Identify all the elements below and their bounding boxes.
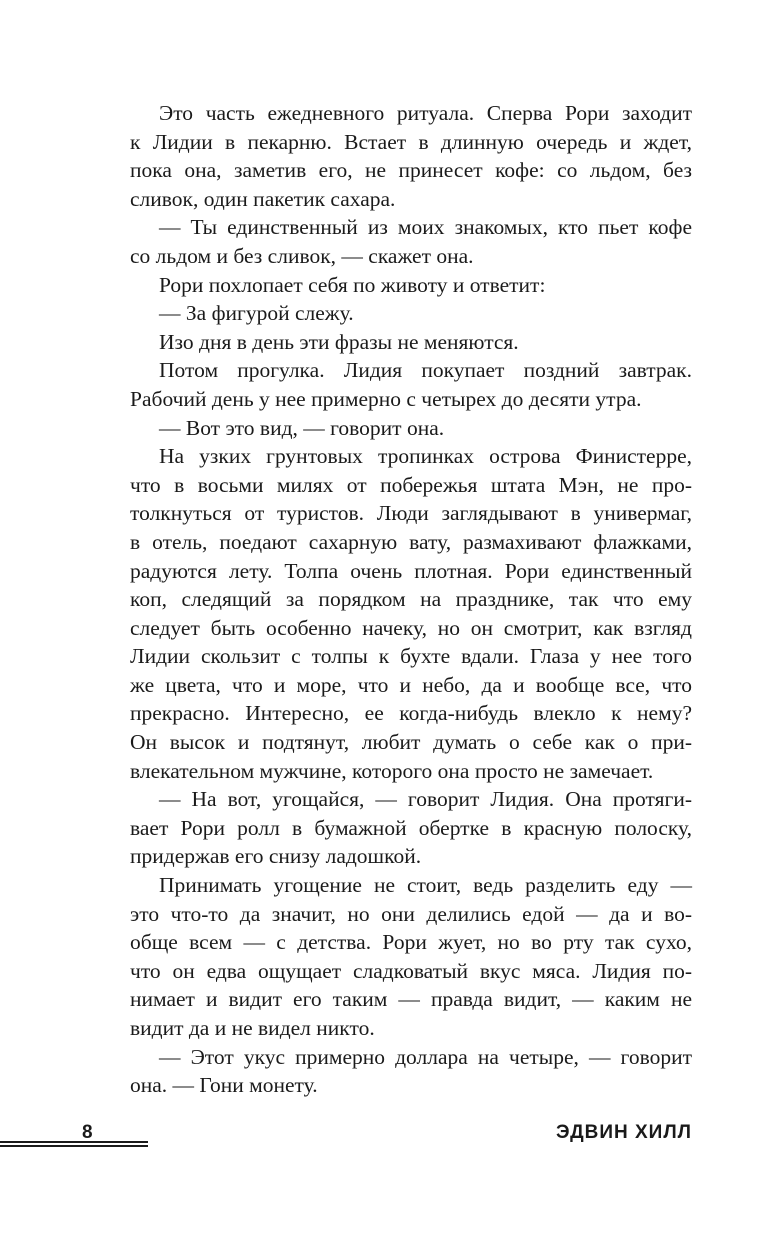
footer-rule (0, 1145, 148, 1147)
text-line: в отель, поедают сахарную вату, размахивают флажками, (130, 529, 692, 554)
text-line: со льдом и без сливок, — скажет она. (130, 243, 474, 268)
text-line: видит да и не видел никто. (130, 1016, 375, 1040)
text-line: — На вот, угощайся, — говорит Лидия. Она протяги- (159, 787, 692, 812)
text-line: — Вот это вид, — говорит она. (159, 415, 445, 440)
text-line: обще всем — с детства. Рори жует, но во рту так сухо, (130, 930, 692, 955)
running-head-author: ЭДВИН ХИЛЛ (556, 1122, 692, 1143)
text-line: — За фигурой слежу. (159, 301, 354, 326)
text-line: Изо дня в день эти фразы не меняются. (159, 329, 519, 354)
text-line: она. — Гони монету. (130, 1073, 318, 1098)
text-line: что в восьми милях от побережья штата Мэн, не про- (130, 472, 692, 497)
text-line: пока она, заметив его, не принесет кофе: со льдом, без (130, 158, 692, 183)
text-line: Рабочий день у нее примерно с четырех до десяти утра. (130, 386, 642, 411)
text-line: вает Рори ролл в бумажной обертке в красную полоску, (130, 815, 692, 840)
text-line: влекательном мужчине, которого она просто не замечает. (130, 758, 654, 783)
text-line: к Лидии в пекарню. Встает в длинную очередь и ждет, (130, 129, 692, 154)
text-line: нимает и видит его таким — правда видит, — каким не (130, 987, 692, 1012)
body-text (130, 99, 692, 1100)
text-line: На узких грунтовых тропинках острова Финистерре, (159, 444, 692, 469)
text-line: что он едва ощущает сладковатый вкус мяса. Лидия по- (130, 958, 692, 983)
text-line: это что-то да значит, но они делились едой — да и во- (130, 901, 692, 926)
text-line: придержав его снизу ладошкой. (130, 844, 422, 869)
text-line: же цвета, что и море, что и небо, да и вообще все, что (130, 672, 692, 697)
text-line: Принимать угощение не стоит, ведь разделить еду — (159, 873, 692, 898)
text-line: Лидии скользит с толпы к бухте вдали. Глаза у нее того (130, 644, 692, 669)
text-line: Потом прогулка. Лидия покупает поздний завтрак. (159, 358, 692, 383)
page-number: 8 (82, 1122, 93, 1143)
footer-rule (0, 1141, 148, 1143)
text-line: коп, следящий за порядком на празднике, так что ему (130, 587, 692, 612)
text-line: толкнуться от туристов. Люди заглядывают в универмаг, (130, 501, 692, 526)
text-line: Это часть ежедневного ритуала. Сперва Рори заходит (159, 101, 692, 125)
text-line: радуются лету. Толпа очень плотная. Рори единственный (130, 558, 692, 583)
text-line: Рори похлопает себя по животу и ответит: (159, 272, 546, 297)
text-line: Он высок и подтянут, любит думать о себе как о при- (130, 730, 692, 755)
text-line: следует быть особенно начеку, но он смотрит, как взгляд (130, 615, 692, 640)
text-line: — Ты единственный из моих знакомых, кто пьет кофе (159, 215, 692, 240)
text-line: прекрасно. Интересно, ее когда-нибудь влекло к нему? (130, 701, 692, 726)
text-line: сливок, один пакетик сахара. (130, 186, 396, 211)
text-line: — Этот укус примерно доллара на четыре, — говорит (159, 1044, 692, 1069)
